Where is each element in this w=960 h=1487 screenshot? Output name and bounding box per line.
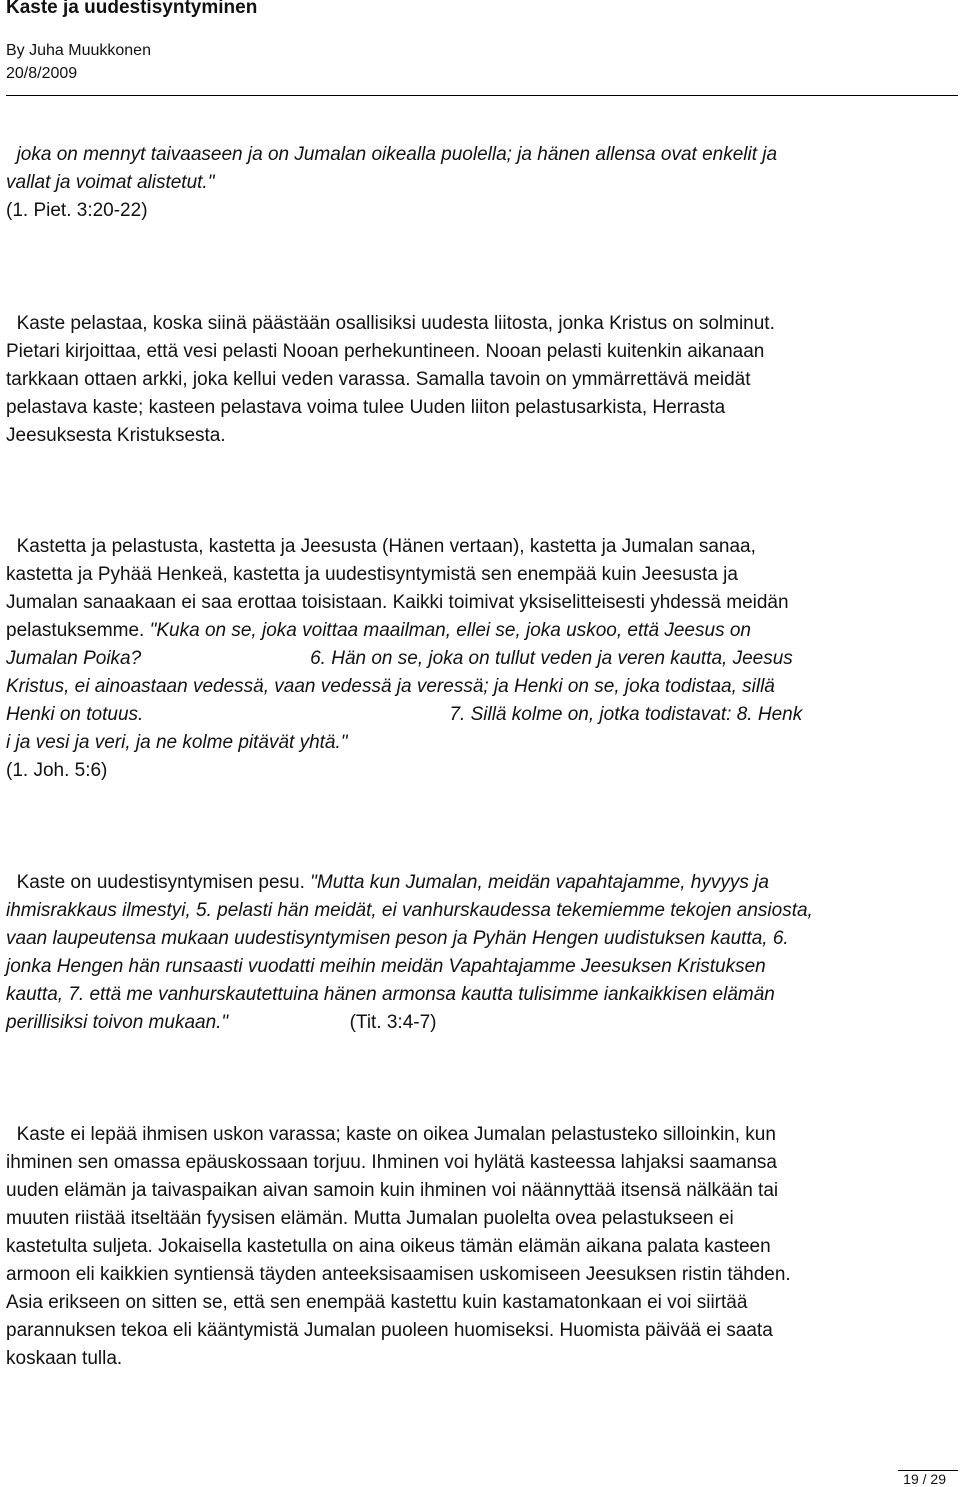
paragraph-1 <box>6 113 956 225</box>
header-divider <box>6 95 958 96</box>
paragraph-5 <box>6 1093 956 1373</box>
scripture-reference: (Tit. 3:4-7) <box>228 1012 437 1033</box>
scripture-quote: "Kuka on se, joka voittaa maailman, ellei se, joka uskoo, että Jeesus on Jumalan Poika? 6. Hän on se, joka on tullut veden ja veren kautta, Jeesus Kristus, ei ainoastaan vedessä, vaan vedessä ja veressä; ja Henki on se, joka todistaa, sillä Henki on totuus. 7. Sillä kolme on, jotka todistavat: 8. Henk i ja vesi ja veri, ja ne kolme pitävät yhtä." <box>6 620 803 753</box>
paragraph-4 <box>6 841 956 1037</box>
body-text: Kastetta ja pelastusta, kastetta ja Jeesusta (Hänen vertaan), kastetta ja Jumalan sanaa, kastetta ja Pyhää Henkeä, kastetta ja uudestisyntymistä sen enempää kuin Jeesusta ja Jumalan sanaakaan ei saa erottaa toisistaan. Kaikki toimivat yksiselitteisesti yhdessä meidän pelastuksemme. <box>6 536 789 641</box>
date-line: 20/8/2009 <box>6 65 78 82</box>
paragraph-3 <box>6 505 956 785</box>
document-title: Kaste ja uudestisyntyminen <box>6 0 258 18</box>
paragraph-2 <box>6 282 956 450</box>
page-header <box>6 0 956 84</box>
body-text: Kaste on uudestisyntymisen pesu. <box>16 872 311 893</box>
body-text: Kaste ei lepää ihmisen uskon varassa; kaste on oikea Jumalan pelastusteko silloinkin, kun ihminen sen omassa epäuskossaan torjuu. Ihminen voi hylätä kasteessa lahjaksi saamansa uuden elämän ja taivaspaikan aivan samoin kuin ihminen voi näännyttää itsensä nälkään tai muuten riistää itseltään fyysisen elämän. Mutta Jumalan puolelta ovea pelastukseen ei kastetulta suljeta. Jokaisella kastetulla on aina oikeus tämän elämän aikana palata kasteen armoon eli kaikkien syntiensä täyden anteeksisaamisen uskomiseen Jeesuksen ristin tähden. Asia erikseen on sitten se, että sen enempää kastettu kuin kastamatonkaan ei voi siirtää parannuksen tekoa eli kääntymistä Jumalan puoleen huomiseksi. Huomista päivää ei saata koskaan tulla. <box>6 1124 791 1369</box>
scripture-quote: "Mutta kun Jumalan, meidän vapahtajamme, hyvyys ja ihmisrakkaus ilmestyi, 5. pelasti hän meidät, ei vanhurskaudessa tekemiemme tekojen ansiosta, vaan laupeutensa mukaan uudestisyntymisen peson ja Pyhän Hengen uudistuksen kautta, 6. jonka Hengen hän runsaasti vuodatti meihin meidän Vapahtajamme Jeesuksen Kristuksen kautta, 7. että me vanhurskautettuina hänen armonsa kautta tulisimme iankaikkisen elämän perillisiksi toivon mukaan." <box>6 872 813 1033</box>
scripture-quote: joka on mennyt taivaaseen ja on Jumalan oikealla puolella; ja hänen allensa ovat enkelit ja vallat ja voimat alistetut." <box>6 144 778 193</box>
author-line: By Juha Muukkonen <box>6 42 151 59</box>
scripture-reference: (1. Piet. 3:20-22) <box>6 200 148 221</box>
scripture-reference: (1. Joh. 5:6) <box>6 760 108 781</box>
page-number: 19 / 29 <box>903 1471 946 1487</box>
body-text: Kaste pelastaa, koska siinä päästään osallisiksi uudesta liitosta, jonka Kristus on solminut. Pietari kirjoittaa, että vesi pelasti Nooan perhekuntineen. Nooan pelasti kuitenkin aikanaan tarkkaan ottaen arkki, joka kellui veden varassa. Samalla tavoin on ymmärrettävä meidät pelastava kaste; kasteen pelastava voima tulee Uuden liiton pelastusarkista, Herrasta Jeesuksesta Kristuksesta. <box>6 313 775 446</box>
